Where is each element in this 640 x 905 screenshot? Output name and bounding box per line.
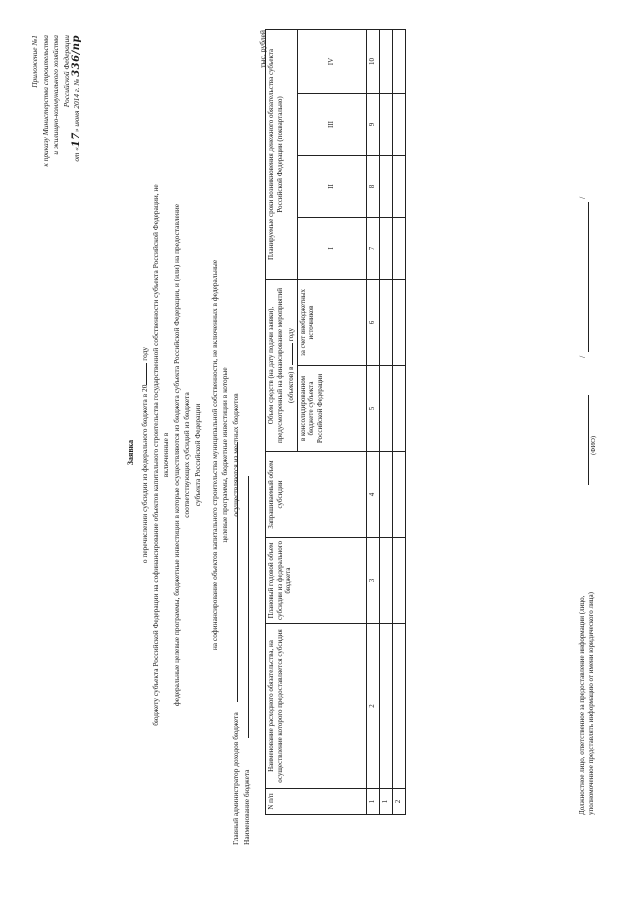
colnum-1: 1: [366, 789, 379, 815]
header-funds: [266, 280, 298, 452]
name-line[interactable]: [580, 202, 589, 352]
date-month: » июня: [72, 110, 81, 133]
admin-input-line[interactable]: [229, 442, 238, 702]
colnum-6: 6: [366, 280, 379, 366]
column-number-row: [366, 30, 379, 815]
table-cell[interactable]: [379, 218, 392, 280]
purpose-line-4: субъекта Российской Федерации: [192, 403, 202, 507]
budget-field: [240, 476, 251, 845]
colnum-10: 10: [366, 30, 379, 94]
slash-right: /: [578, 196, 587, 199]
purpose-line-3: федеральные целевые программы, бюджетные инвестиции в которые осуществляются из бюджета субъекта Российской Федерации, и (или) на предоставление соответствующих субсидий из бюджета: [171, 203, 192, 707]
date-day: 17: [71, 132, 82, 148]
table-cell[interactable]: [379, 366, 392, 452]
header-q3: III: [297, 94, 366, 156]
header-q2: II: [297, 156, 366, 218]
document-title: Заявка: [126, 439, 135, 466]
purpose-line-5: на софинансирование объектов капитального строительства муниципальной собственности, не включенных в федеральные: [209, 259, 219, 651]
purpose-line-1-end: году: [140, 346, 149, 361]
slash-left: /: [578, 355, 587, 358]
header-consolidated: в консолидированном бюджете субъекта Российской Федерации: [297, 366, 366, 452]
appendix-header: [30, 35, 83, 215]
signature-line[interactable]: [580, 395, 589, 485]
colnum-7: 7: [366, 218, 379, 280]
admin-field: [229, 442, 240, 845]
table-cell[interactable]: [392, 30, 405, 94]
table-cell[interactable]: [392, 624, 405, 789]
table-cell[interactable]: [379, 452, 392, 538]
year-blank[interactable]: [138, 363, 147, 385]
budget-input-line[interactable]: [240, 476, 249, 738]
table-row: [379, 30, 392, 815]
header-funds-text: Объем средств (на дату подачи заявки), предусмотренный на финансирование мероприятий (объектов) в: [267, 288, 296, 444]
colnum-8: 8: [366, 156, 379, 218]
purpose-line-1: [138, 175, 151, 735]
table-cell[interactable]: [379, 156, 392, 218]
table-cell[interactable]: [379, 624, 392, 789]
header-row-1: [266, 30, 298, 815]
date-prefix: от «: [72, 147, 81, 162]
header-q4: IV: [297, 30, 366, 94]
purpose-text: [138, 175, 241, 735]
table-cell[interactable]: [392, 94, 405, 156]
date-year: 2014 г. №: [72, 78, 81, 109]
colnum-3: 3: [366, 538, 379, 624]
responsible-person-label: Должностное лицо, ответственное за предоставление информации (лицо, уполномоченное представлять информацию от имени юридического лица): [578, 592, 595, 815]
header-obligation: Наименование расходного обязательства, на осуществление которого предоставляется субсидия: [266, 624, 367, 789]
header-funds-year: году: [287, 328, 296, 342]
order-number: 336/пр: [71, 35, 82, 77]
appendix-country-line: Российской Федерации: [61, 35, 71, 108]
purpose-line-6: целевые программы, бюджетные инвестиции в которые: [220, 367, 230, 543]
header-num: N п/п: [266, 789, 367, 815]
appendix-ministry-line: и жилищно-коммунального хозяйства: [51, 35, 60, 155]
table-cell[interactable]: [379, 280, 392, 366]
table-cell[interactable]: [392, 538, 405, 624]
table-cell[interactable]: [379, 94, 392, 156]
row-number: 1: [379, 789, 392, 815]
order-date: [72, 35, 83, 215]
purpose-line-1-start: о перечислении субсидии из федерального бюджета в 20: [140, 384, 149, 564]
table-cell[interactable]: [379, 30, 392, 94]
table-cell[interactable]: [392, 280, 405, 366]
appendix-number: Приложение №1: [30, 35, 39, 88]
table-row: [392, 30, 405, 815]
fio-caption: (ФИО): [590, 435, 597, 455]
table-cell[interactable]: [379, 538, 392, 624]
colnum-9: 9: [366, 94, 379, 156]
table-cell[interactable]: [392, 452, 405, 538]
funds-year-blank[interactable]: [284, 343, 293, 365]
units-label: тыс. рублей: [258, 30, 267, 68]
purpose-line-7: осуществляются из местных бюджетов: [230, 393, 240, 517]
purpose-line-2: бюджету субъекта Российской Федерации на софинансирование объектов капитального строительства государственной собственности субъекта Российской Федерации, не включенные в: [150, 184, 171, 726]
header-terms: Планируемые сроки возникновения денежного обязательства субъекта Российской Федерации (поквартально): [266, 30, 298, 280]
row-number: 2: [392, 789, 405, 815]
table-cell[interactable]: [392, 156, 405, 218]
header-extrabudget: за счет внебюджетных источников: [297, 280, 366, 366]
budget-label: Наименование бюджета: [242, 769, 251, 845]
admin-label: Главный администратор доходов бюджета: [231, 712, 240, 845]
colnum-2: 2: [366, 624, 379, 789]
header-plan: Плановый годовой объем субсидии из федерального бюджета: [266, 538, 367, 624]
header-requested: Запрашиваемый объем субсидии: [266, 452, 367, 538]
subsidy-table: [265, 29, 406, 815]
table-cell[interactable]: [392, 366, 405, 452]
colnum-5: 5: [366, 366, 379, 452]
appendix-order-line: к приказу Министерства строительства: [40, 35, 50, 167]
header-q1: I: [297, 218, 366, 280]
table-cell[interactable]: [392, 218, 405, 280]
colnum-4: 4: [366, 452, 379, 538]
